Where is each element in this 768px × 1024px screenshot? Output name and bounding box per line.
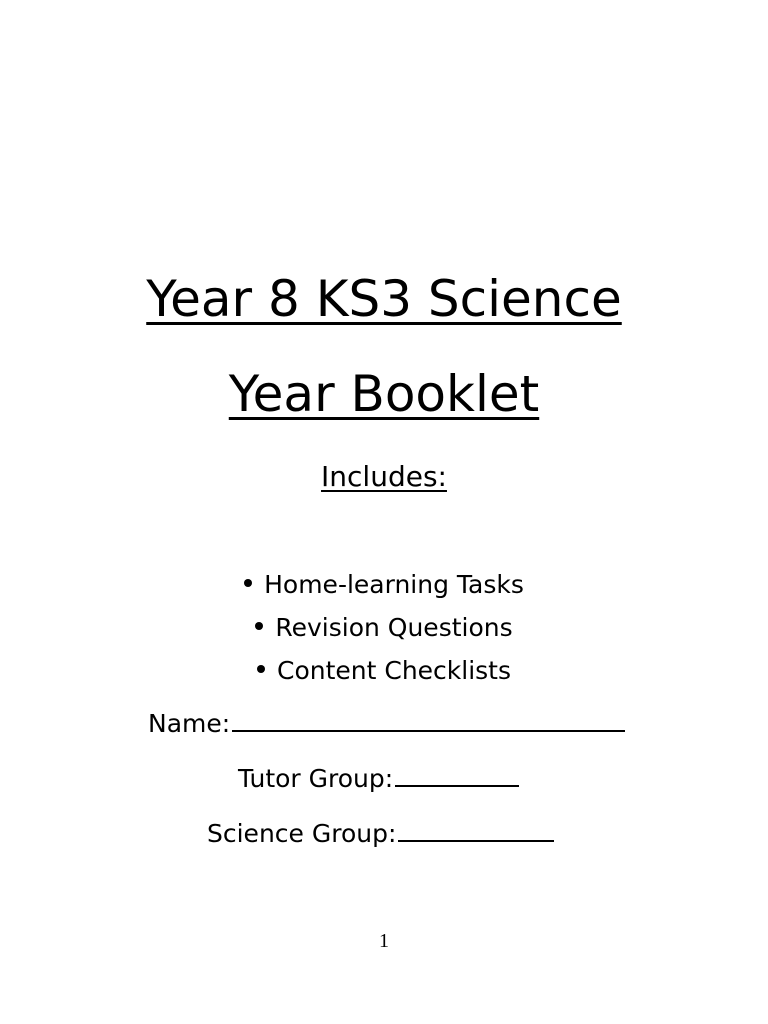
tutor-group-label: Tutor Group: <box>238 764 394 793</box>
title-line-1 <box>0 269 768 329</box>
name-label: Name: <box>148 709 231 738</box>
tutor-group-field <box>238 761 519 796</box>
list-item-text: Content Checklists <box>276 656 512 685</box>
name-blank-line[interactable] <box>232 706 625 732</box>
tutor-group-blank-line[interactable] <box>395 761 519 787</box>
bullet-icon <box>255 622 263 630</box>
includes-list <box>0 563 768 692</box>
title-line-2 <box>0 364 768 424</box>
list-item <box>0 649 768 692</box>
name-field <box>148 706 625 741</box>
list-item <box>0 606 768 649</box>
science-group-label: Science Group: <box>207 819 397 848</box>
list-item-text: Home-learning Tasks <box>264 570 524 599</box>
bullet-icon <box>257 665 265 673</box>
includes-heading-text: Includes: <box>321 460 447 493</box>
page-number: 1 <box>379 930 389 952</box>
list-item-text: Revision Questions <box>275 613 513 642</box>
title-line-1-text: Year 8 KS3 Science <box>146 270 622 328</box>
list-item <box>0 563 768 606</box>
includes-heading <box>0 459 768 495</box>
title-line-2-text: Year Booklet <box>228 365 540 423</box>
science-group-blank-line[interactable] <box>398 816 554 842</box>
science-group-field <box>207 816 554 851</box>
bullet-icon <box>244 579 252 587</box>
